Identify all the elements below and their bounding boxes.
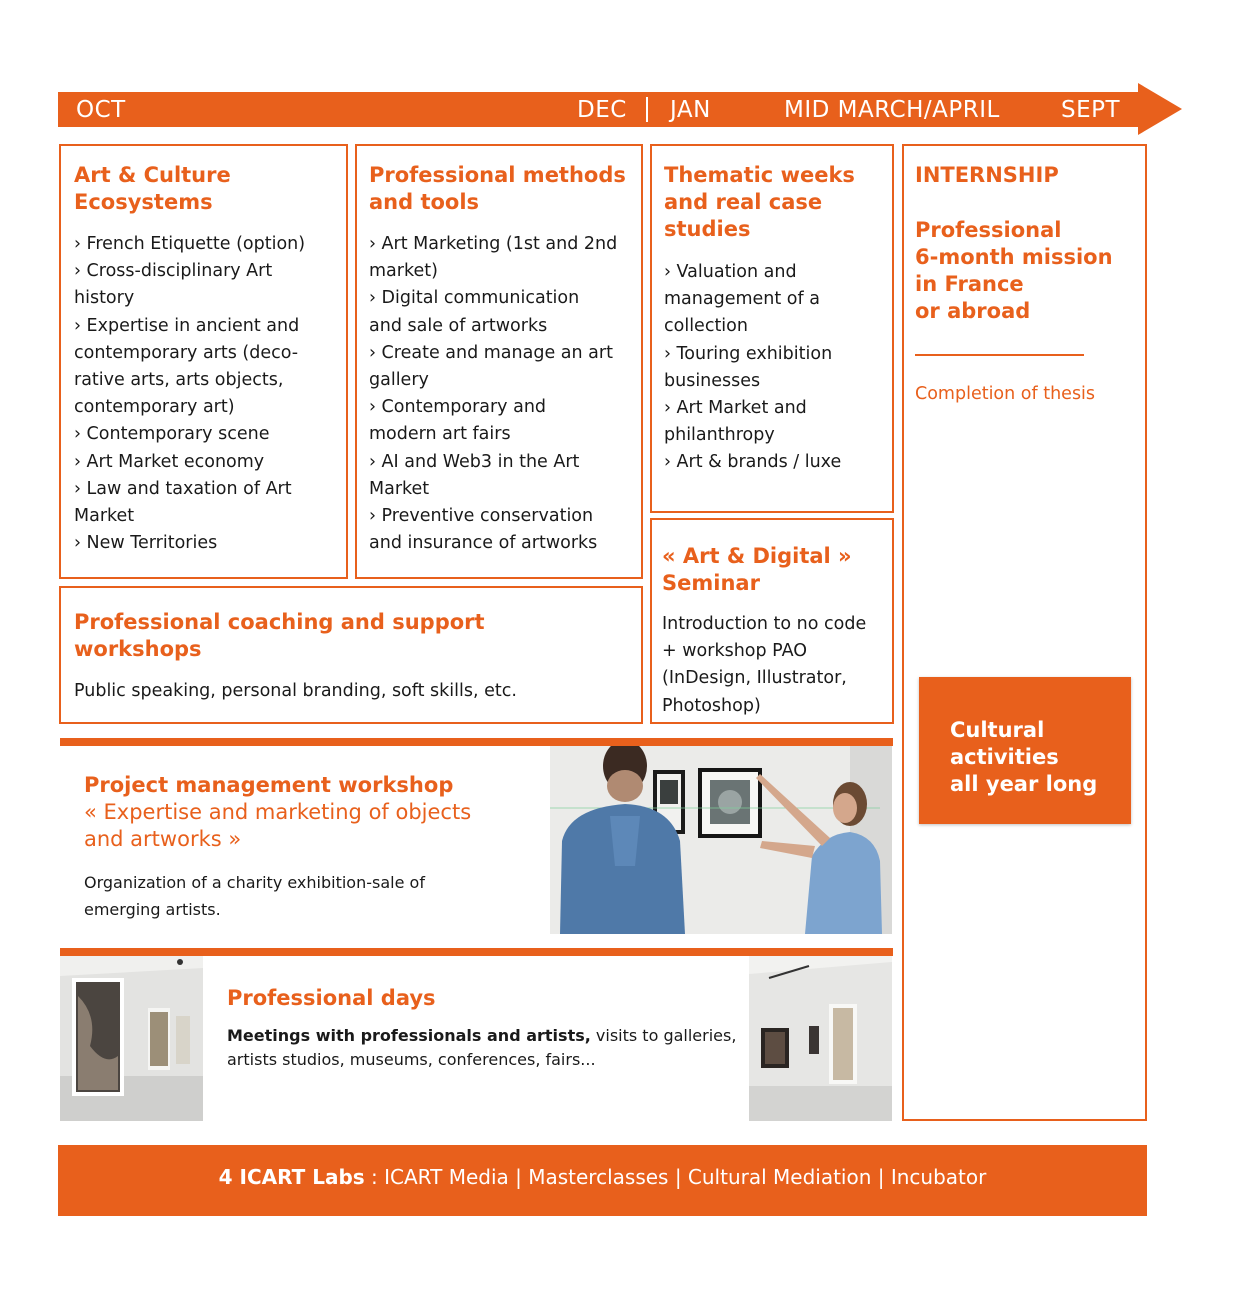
prodays-top-bar [60,948,893,956]
list-item: › Law and taxation of Art [74,478,292,499]
seminar-title-line: Seminar [662,571,760,595]
list-item: › Digital communication [369,288,580,309]
list-item: modern art fairs [369,424,511,445]
prodays-text-part: visits to galleries, [590,1026,737,1045]
footer-text [58,1145,1147,1216]
timeline-arrow-head [1138,83,1182,135]
prodays-text [227,1024,737,1072]
project-subtitle-line: « Expertise and marketing of objects [84,800,472,824]
mission-line: Professional [915,218,1062,242]
timeline-oct: OCT [76,97,126,123]
prodays-text-line: artists studios, museums, conferences, fairs... [227,1050,596,1069]
coaching-title-line: workshops [74,637,202,661]
list-item: › Valuation and [664,262,797,282]
list-item: Introduction to no code [662,614,867,634]
list-item: (InDesign, Illustrator, [662,668,847,689]
list-item: › Art Market economy [74,451,265,472]
cultural-line: activities [950,745,1059,769]
timeline-dec: DEC [577,97,627,123]
photo-gallery-left [60,956,203,1121]
methods-title-line: and tools [369,190,480,214]
list-item: › Cross-disciplinary Art [74,261,273,282]
cultural-activities-block [919,677,1131,824]
list-item: › AI and Web3 in the Art [369,451,580,472]
list-item: market) [369,261,438,282]
coaching-title [74,609,634,663]
list-item: management of a [664,289,820,310]
list-item: gallery [369,370,429,391]
seminar-box [650,518,894,724]
footer-labs: : ICART Media | Masterclasses | Cultural Mediation | Incubator [364,1165,987,1189]
list-item: philanthropy [664,425,775,446]
cultural-activities-text [950,717,1097,798]
seminar-list [662,611,894,720]
project-title: Project management workshop [84,773,454,797]
thematic-box [650,144,894,513]
list-item: › Contemporary scene [74,424,270,445]
cultural-line: Cultural [950,718,1045,742]
list-item: › New Territories [74,533,218,554]
photo-gallery-right [749,956,892,1121]
coaching-title-line: Professional coaching and support [74,610,485,634]
ecosystems-list [74,231,346,557]
footer-bar [58,1145,1147,1216]
mission-line: or abroad [915,299,1031,323]
list-item: businesses [664,370,761,391]
list-item: › Create and manage an art [369,342,613,363]
list-item: + workshop PAO [662,641,808,662]
internship-mission [915,217,1143,325]
internship-box [902,144,1147,1121]
list-item: › Preventive conservation [369,506,594,527]
mission-line: 6-month mission [915,245,1113,269]
seminar-title [662,543,892,597]
project-subtitle-line: and artworks » [84,827,242,851]
ecosystems-title [74,162,344,216]
list-item: › Art & brands / luxe [664,452,842,473]
list-item: contemporary art) [74,397,235,418]
thematic-title [664,162,892,243]
thematic-title-line: Thematic weeks [664,163,855,187]
ecosystems-title-line: Art & Culture [74,163,231,187]
thesis-text: Completion of thesis [915,384,1096,404]
methods-list [369,231,641,557]
prodays-bold: Meetings with professionals and artists, [227,1026,591,1045]
list-item: Photoshop) [662,695,761,716]
coaching-text: Public speaking, personal branding, soft skills, etc. [74,681,517,701]
internship-title: INTERNSHIP [915,163,1059,187]
project-text-line: emerging artists. [84,900,221,919]
cultural-line: all year long [950,772,1098,796]
list-item: collection [664,316,748,337]
list-item: › Art Marketing (1st and 2nd [369,234,618,254]
list-item: Market [74,506,135,527]
project-top-bar [60,738,893,746]
list-item: › Contemporary and [369,397,547,418]
list-item: › Touring exhibition [664,343,833,364]
ecosystems-box [59,144,348,579]
list-item: Market [369,478,430,499]
timeline-mid-march-april: MID MARCH/APRIL [784,97,1000,123]
project-text [84,869,425,923]
timeline-jan: JAN [670,97,711,123]
methods-title-line: Professional methods [369,163,626,187]
prodays-title: Professional days [227,986,436,1010]
seminar-title-line: « Art & Digital » [662,544,852,568]
timeline-separator [646,97,648,122]
list-item: contemporary arts (deco- [74,342,299,363]
coaching-box [59,586,643,724]
footer-bold: 4 ICART Labs [218,1165,365,1189]
methods-box [355,144,643,579]
timeline-sept: SEPT [1061,97,1121,123]
methods-title [369,162,641,216]
ecosystems-title-line: Ecosystems [74,190,213,214]
project-subtitle [84,799,471,853]
project-text-line: Organization of a charity exhibition-sale of [84,873,425,892]
list-item: › French Etiquette (option) [74,234,306,254]
list-item: › Art Market and [664,398,807,419]
thematic-title-line: and real case [664,190,823,214]
list-item: and sale of artworks [369,315,548,336]
mission-line: in France [915,272,1024,296]
list-item: and insurance of artworks [369,533,598,554]
thematic-title-line: studies [664,217,751,241]
photo-hanging-artwork [550,746,892,934]
internship-divider [915,354,1084,356]
prodays-text-line [227,1024,737,1048]
thematic-list [664,259,892,477]
list-item: › Expertise in ancient and [74,315,300,336]
list-item: rative arts, arts objects, [74,370,284,391]
list-item: history [74,288,135,309]
